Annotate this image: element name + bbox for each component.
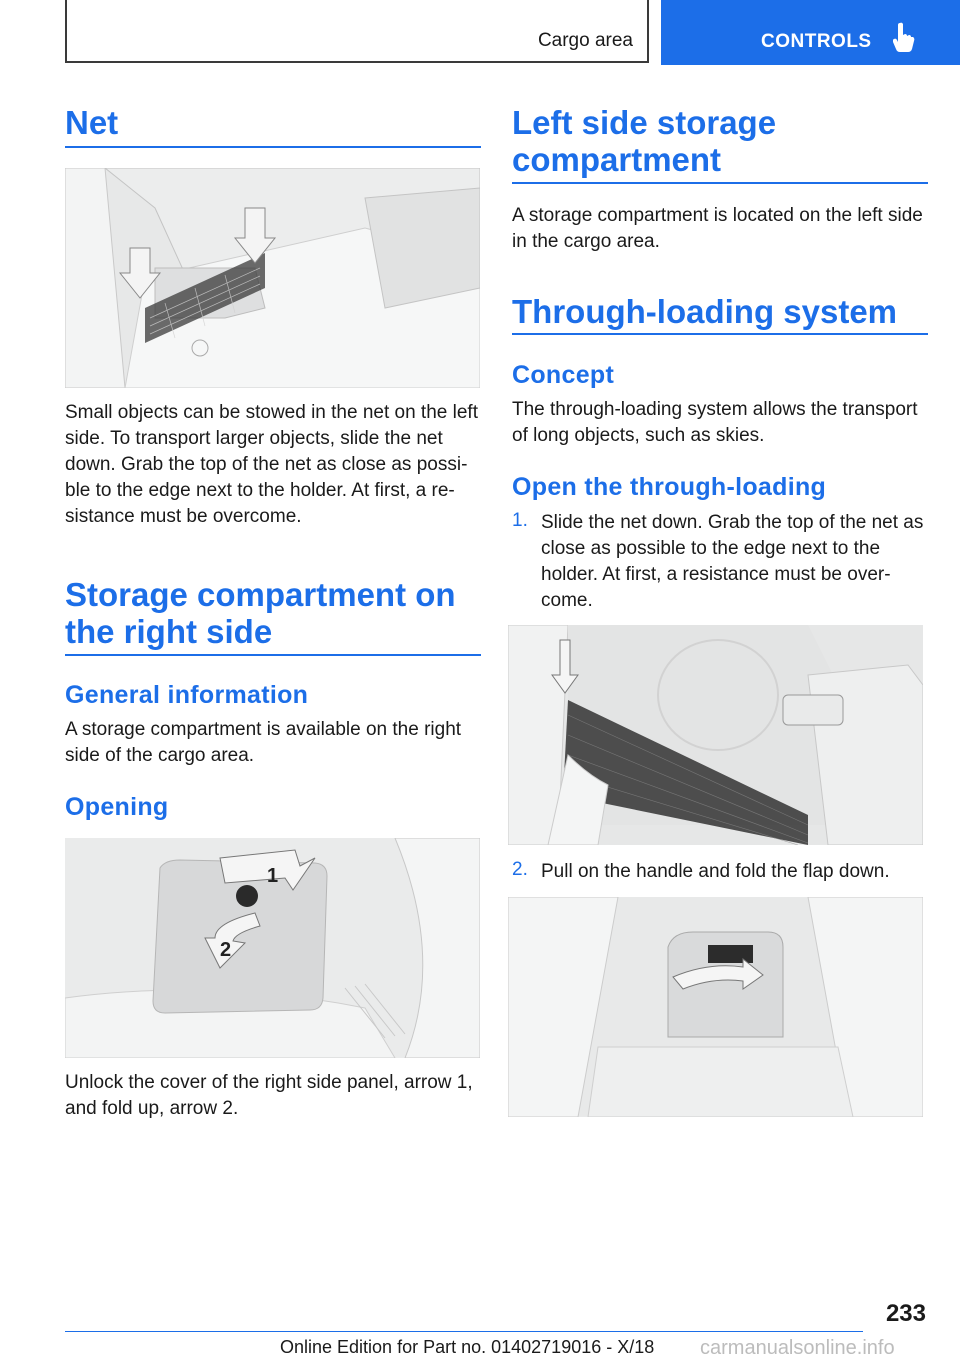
flap-figure [508,897,923,1117]
open-through-heading: Open the through-loading [512,473,827,501]
page-number: 233 [885,1300,926,1327]
opening-figure [65,838,480,1058]
left-storage-rule [512,182,928,184]
footer-edition: Online Edition for Part no. 01402719016 - X/18 [280,1337,655,1357]
footer-watermark: carmanualsonline.info [700,1337,895,1359]
footer-rule [65,1331,863,1332]
general-info-body: A storage compartment is available on the right side of the cargo area. [65,719,462,766]
net-slide-figure [508,625,923,845]
opening-heading: Opening [65,793,169,821]
concept-heading: Concept [512,361,615,389]
step-2-number: 2. [512,859,528,880]
storage-right-heading-line2: the right side [65,613,273,650]
opening-illustration [65,838,480,1058]
net-heading: Net [65,104,119,141]
figure-label-1: 1 [267,865,279,887]
through-loading-rule [512,333,928,335]
left-storage-heading [512,104,928,178]
concept-body: The through-loading system allows the transport of long objects, such as skies. [512,399,918,446]
net-slide-illustration [508,625,923,845]
header-chapter-title: CONTROLS [761,31,872,52]
storage-right-rule [65,654,481,656]
left-storage-heading-line1: Left side storage [512,104,777,141]
header-section-title: Cargo area [537,30,633,51]
figure-label-2: 2 [220,939,232,961]
flap-illustration [508,897,923,1117]
net-body: Small objects can be stowed in the net on the left side. To transport larger objects, slide the net down. Grab the top of the net as close as possi-ble to the edge next to the holder. At first, a re-sistance must be overcome. [65,402,478,527]
step-2-text: Pull on the handle and fold the flap down. [541,861,890,882]
left-storage-heading-line2: compartment [512,141,722,178]
header-chapter-tab[interactable] [661,0,960,65]
step-1-text: Slide the net down. Grab the top of the net as close as possible to the edge next to the holder. At first, a resistance must be over-come. [541,512,924,611]
net-figure [65,168,480,388]
net-heading-rule [65,146,481,148]
left-storage-body: A storage compartment is located on the left side in the cargo area. [512,205,923,252]
pointing-hand-icon [893,22,915,52]
storage-right-heading [65,576,481,650]
general-info-heading: General information [65,681,309,709]
net-illustration [65,168,480,388]
header-section-box [65,0,649,63]
storage-right-heading-line1: Storage compartment on [65,576,456,613]
opening-caption: Unlock the cover of the right side panel, arrow 1, and fold up, arrow 2. [65,1072,473,1119]
step-1-number: 1. [512,510,528,531]
through-loading-heading: Through-loading system [512,293,898,330]
